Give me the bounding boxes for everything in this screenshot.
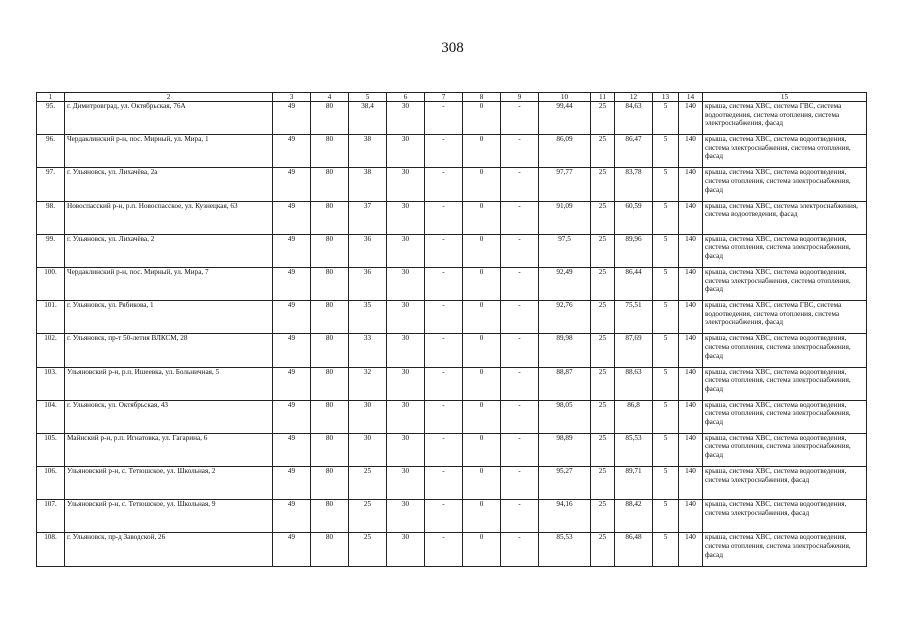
works-cell: крыша, система ХВС, система водоотведения, система отопления, система электроснабжения, фасад (703, 533, 867, 566)
value-cell: 98,05 (539, 400, 591, 433)
value-cell: 85,53 (539, 533, 591, 566)
value-cell: 49 (273, 135, 311, 168)
value-cell: 49 (273, 301, 311, 334)
value-cell: 5 (653, 533, 679, 566)
value-cell: 49 (273, 467, 311, 500)
repair-program-table (36, 92, 867, 567)
value-cell: 97,5 (539, 234, 591, 267)
value-cell: - (425, 168, 463, 201)
value-cell: 140 (679, 301, 703, 334)
value-cell: 80 (311, 433, 349, 466)
value-cell: 5 (653, 334, 679, 367)
value-cell: 49 (273, 102, 311, 135)
value-cell: 49 (273, 267, 311, 300)
works-cell: крыша, система ХВС, система водоотведения, система отопления, система электроснабжения, фасад (703, 433, 867, 466)
address-cell: г. Ульяновск, пр-т 50-летия ВЛКСМ, 28 (65, 334, 273, 367)
value-cell: 38,4 (349, 102, 387, 135)
row-number-cell: 104. (37, 400, 65, 433)
value-cell: 30 (387, 334, 425, 367)
value-cell: 30 (387, 267, 425, 300)
value-cell: - (425, 301, 463, 334)
table-row (37, 201, 867, 234)
value-cell: 5 (653, 168, 679, 201)
value-cell: - (501, 201, 539, 234)
value-cell: - (425, 102, 463, 135)
value-cell: - (501, 168, 539, 201)
value-cell: 30 (349, 433, 387, 466)
value-cell: 33 (349, 334, 387, 367)
value-cell: 140 (679, 400, 703, 433)
works-cell: крыша, система ХВС, система водоотведения, система отопления, система электроснабжения, фасад (703, 400, 867, 433)
address-cell: г. Ульяновск, ул. Октябрьская, 43 (65, 400, 273, 433)
works-cell: крыша, система ХВС, система ГВС, система водоотведения, система отопления, система электроснабжения, фасад (703, 102, 867, 135)
value-cell: 5 (653, 467, 679, 500)
value-cell: - (425, 334, 463, 367)
works-cell: крыша, система ХВС, система электроснабжения, система водоотведения, фасад (703, 201, 867, 234)
table-row (37, 135, 867, 168)
value-cell: 0 (463, 400, 501, 433)
value-cell: 5 (653, 500, 679, 533)
address-cell: Новоспасский р-н, р.п. Новоспасское, ул. Кузнецкая, 63 (65, 201, 273, 234)
value-cell: 5 (653, 433, 679, 466)
value-cell: - (501, 301, 539, 334)
value-cell: 92,49 (539, 267, 591, 300)
table-row (37, 168, 867, 201)
value-cell: 25 (591, 201, 615, 234)
value-cell: 0 (463, 334, 501, 367)
value-cell: - (501, 334, 539, 367)
value-cell: - (501, 234, 539, 267)
value-cell: 5 (653, 301, 679, 334)
value-cell: 5 (653, 102, 679, 135)
column-header: 5 (349, 93, 387, 102)
row-number-cell: 96. (37, 135, 65, 168)
value-cell: 25 (349, 500, 387, 533)
value-cell: 25 (591, 168, 615, 201)
value-cell: 140 (679, 135, 703, 168)
row-number-cell: 103. (37, 367, 65, 400)
works-cell: крыша, система ХВС, система водоотведения, система отопления, система электроснабжения, фасад (703, 168, 867, 201)
value-cell: - (501, 367, 539, 400)
column-header: 11 (591, 93, 615, 102)
value-cell: 25 (591, 301, 615, 334)
value-cell: 36 (349, 267, 387, 300)
value-cell: 140 (679, 168, 703, 201)
value-cell: 36 (349, 234, 387, 267)
value-cell: 5 (653, 267, 679, 300)
value-cell: 49 (273, 433, 311, 466)
value-cell: 30 (387, 234, 425, 267)
value-cell: 49 (273, 234, 311, 267)
value-cell: 80 (311, 334, 349, 367)
value-cell: 80 (311, 301, 349, 334)
value-cell: 0 (463, 467, 501, 500)
value-cell: 5 (653, 400, 679, 433)
row-number-cell: 107. (37, 500, 65, 533)
table-row (37, 334, 867, 367)
value-cell: 30 (387, 467, 425, 500)
value-cell: 91,09 (539, 201, 591, 234)
column-header: 2 (65, 93, 273, 102)
value-cell: 30 (387, 533, 425, 566)
value-cell: 86,09 (539, 135, 591, 168)
value-cell: 89,98 (539, 334, 591, 367)
value-cell: - (501, 135, 539, 168)
works-cell: крыша, система ХВС, система водоотведения, система электроснабжения, система отопления, фасад (703, 267, 867, 300)
column-header: 7 (425, 93, 463, 102)
value-cell: 94,16 (539, 500, 591, 533)
value-cell: 86,48 (615, 533, 653, 566)
column-header: 15 (703, 93, 867, 102)
value-cell: 80 (311, 102, 349, 135)
value-cell: 30 (387, 367, 425, 400)
value-cell: 30 (349, 400, 387, 433)
value-cell: - (425, 533, 463, 566)
value-cell: 25 (349, 467, 387, 500)
table-row (37, 433, 867, 466)
row-number-cell: 108. (37, 533, 65, 566)
page-number: 308 (441, 40, 464, 56)
value-cell: 32 (349, 367, 387, 400)
value-cell: 95,27 (539, 467, 591, 500)
value-cell: 92,76 (539, 301, 591, 334)
value-cell: 99,44 (539, 102, 591, 135)
address-cell: г. Ульяновск, ул. Лихачёва, 2 (65, 234, 273, 267)
works-cell: крыша, система ХВС, система водоотведения, система отопления, система электроснабжения, фасад (703, 334, 867, 367)
value-cell: 25 (591, 267, 615, 300)
value-cell: 30 (387, 135, 425, 168)
value-cell: - (425, 500, 463, 533)
row-number-cell: 101. (37, 301, 65, 334)
value-cell: 75,51 (615, 301, 653, 334)
value-cell: 25 (591, 135, 615, 168)
column-header: 12 (615, 93, 653, 102)
value-cell: 30 (387, 400, 425, 433)
column-header: 14 (679, 93, 703, 102)
value-cell: - (425, 267, 463, 300)
value-cell: 140 (679, 201, 703, 234)
table-row (37, 500, 867, 533)
value-cell: 140 (679, 367, 703, 400)
value-cell: 30 (387, 102, 425, 135)
column-header: 3 (273, 93, 311, 102)
table-row (37, 400, 867, 433)
value-cell: - (501, 533, 539, 566)
table-body (37, 102, 867, 567)
value-cell: 25 (591, 400, 615, 433)
address-cell: Ульяновский р-н, с. Тетюшское, ул. Школьная, 2 (65, 467, 273, 500)
value-cell: 80 (311, 168, 349, 201)
table-row (37, 102, 867, 135)
value-cell: 140 (679, 334, 703, 367)
value-cell: 30 (387, 201, 425, 234)
value-cell: - (425, 234, 463, 267)
value-cell: 5 (653, 135, 679, 168)
value-cell: - (501, 467, 539, 500)
address-cell: Чердаклинский р-н, пос. Мирный, ул. Мира, 7 (65, 267, 273, 300)
works-cell: крыша, система ХВС, система водоотведения, система отопления, система электроснабжения, фасад (703, 367, 867, 400)
table-row (37, 301, 867, 334)
value-cell: - (425, 367, 463, 400)
value-cell: 80 (311, 533, 349, 566)
value-cell: 140 (679, 102, 703, 135)
value-cell: - (425, 135, 463, 168)
value-cell: 30 (387, 433, 425, 466)
value-cell: - (425, 433, 463, 466)
value-cell: 38 (349, 168, 387, 201)
value-cell: 0 (463, 367, 501, 400)
value-cell: 80 (311, 267, 349, 300)
value-cell: 80 (311, 234, 349, 267)
value-cell: 0 (463, 168, 501, 201)
value-cell: 5 (653, 234, 679, 267)
row-number-cell: 100. (37, 267, 65, 300)
value-cell: - (501, 433, 539, 466)
row-number-cell: 102. (37, 334, 65, 367)
value-cell: 0 (463, 533, 501, 566)
table-row (37, 234, 867, 267)
works-cell: крыша, система ХВС, система водоотведения, система электроснабжения, система отопления, фасад (703, 135, 867, 168)
value-cell: 140 (679, 533, 703, 566)
address-cell: г. Ульяновск, ул. Рябикова, 1 (65, 301, 273, 334)
works-cell: крыша, система ХВС, система водоотведения, система электроснабжения, фасад (703, 467, 867, 500)
column-header: 4 (311, 93, 349, 102)
table-row (37, 367, 867, 400)
column-header: 1 (37, 93, 65, 102)
value-cell: 0 (463, 201, 501, 234)
value-cell: 37 (349, 201, 387, 234)
address-cell: Чердаклинский р-н, пос. Мирный, ул. Мира, 1 (65, 135, 273, 168)
value-cell: 0 (463, 102, 501, 135)
value-cell: 25 (591, 467, 615, 500)
address-cell: Ульяновский р-н, с. Тетюшское, ул. Школьная, 9 (65, 500, 273, 533)
value-cell: 25 (591, 367, 615, 400)
value-cell: 49 (273, 367, 311, 400)
row-number-cell: 99. (37, 234, 65, 267)
address-cell: Ульяновский р-н, р.п. Ишеевка, ул. Больничная, 5 (65, 367, 273, 400)
value-cell: 140 (679, 500, 703, 533)
value-cell: 25 (591, 500, 615, 533)
value-cell: 0 (463, 301, 501, 334)
value-cell: 80 (311, 135, 349, 168)
value-cell: 38 (349, 135, 387, 168)
column-header: 6 (387, 93, 425, 102)
value-cell: 0 (463, 433, 501, 466)
value-cell: 88,87 (539, 367, 591, 400)
value-cell: 49 (273, 334, 311, 367)
row-number-cell: 95. (37, 102, 65, 135)
column-header: 8 (463, 93, 501, 102)
value-cell: 49 (273, 500, 311, 533)
value-cell: 80 (311, 400, 349, 433)
value-cell: 30 (387, 500, 425, 533)
column-number-row (37, 93, 867, 102)
column-header: 10 (539, 93, 591, 102)
value-cell: 83,78 (615, 168, 653, 201)
value-cell: 85,53 (615, 433, 653, 466)
value-cell: 98,89 (539, 433, 591, 466)
value-cell: 25 (591, 234, 615, 267)
value-cell: 25 (349, 533, 387, 566)
value-cell: 49 (273, 533, 311, 566)
value-cell: - (501, 500, 539, 533)
value-cell: 49 (273, 400, 311, 433)
row-number-cell: 106. (37, 467, 65, 500)
value-cell: 25 (591, 334, 615, 367)
value-cell: 0 (463, 135, 501, 168)
value-cell: 60,59 (615, 201, 653, 234)
value-cell: 87,69 (615, 334, 653, 367)
address-cell: г. Димитровград, ул. Октябрьская, 76А (65, 102, 273, 135)
value-cell: 25 (591, 433, 615, 466)
address-cell: г. Ульяновск, ул. Лихачёва, 2а (65, 168, 273, 201)
value-cell: 5 (653, 201, 679, 234)
value-cell: 88,42 (615, 500, 653, 533)
value-cell: - (425, 201, 463, 234)
value-cell: 0 (463, 234, 501, 267)
address-cell: г. Ульяновск, пр-д Заводской, 26 (65, 533, 273, 566)
works-cell: крыша, система ХВС, система водоотведения, система отопления, система электроснабжения, фасад (703, 234, 867, 267)
value-cell: - (501, 400, 539, 433)
value-cell: - (425, 467, 463, 500)
row-number-cell: 105. (37, 433, 65, 466)
value-cell: 80 (311, 467, 349, 500)
value-cell: - (501, 267, 539, 300)
table-row (37, 267, 867, 300)
value-cell: 25 (591, 102, 615, 135)
value-cell: 30 (387, 168, 425, 201)
value-cell: 97,77 (539, 168, 591, 201)
value-cell: 0 (463, 500, 501, 533)
value-cell: 86,47 (615, 135, 653, 168)
value-cell: 0 (463, 267, 501, 300)
value-cell: 80 (311, 201, 349, 234)
value-cell: - (501, 102, 539, 135)
value-cell: 35 (349, 301, 387, 334)
value-cell: 30 (387, 301, 425, 334)
value-cell: 49 (273, 201, 311, 234)
value-cell: 140 (679, 234, 703, 267)
works-cell: крыша, система ХВС, система водоотведения, система электроснабжения, фасад (703, 500, 867, 533)
value-cell: 25 (591, 533, 615, 566)
column-header: 13 (653, 93, 679, 102)
value-cell: 80 (311, 500, 349, 533)
row-number-cell: 97. (37, 168, 65, 201)
table-row (37, 467, 867, 500)
value-cell: 89,71 (615, 467, 653, 500)
value-cell: 88,63 (615, 367, 653, 400)
value-cell: 140 (679, 267, 703, 300)
value-cell: 140 (679, 433, 703, 466)
value-cell: 49 (273, 168, 311, 201)
value-cell: 80 (311, 367, 349, 400)
value-cell: 89,96 (615, 234, 653, 267)
works-cell: крыша, система ХВС, система ГВС, система водоотведения, система отопления, система электроснабжения, фасад (703, 301, 867, 334)
value-cell: 5 (653, 367, 679, 400)
value-cell: 86,8 (615, 400, 653, 433)
value-cell: 86,44 (615, 267, 653, 300)
table-row (37, 533, 867, 566)
value-cell: - (425, 400, 463, 433)
column-header: 9 (501, 93, 539, 102)
address-cell: Майнский р-н, р.п. Игнатовка, ул. Гагарина, 6 (65, 433, 273, 466)
row-number-cell: 98. (37, 201, 65, 234)
value-cell: 140 (679, 467, 703, 500)
value-cell: 84,63 (615, 102, 653, 135)
